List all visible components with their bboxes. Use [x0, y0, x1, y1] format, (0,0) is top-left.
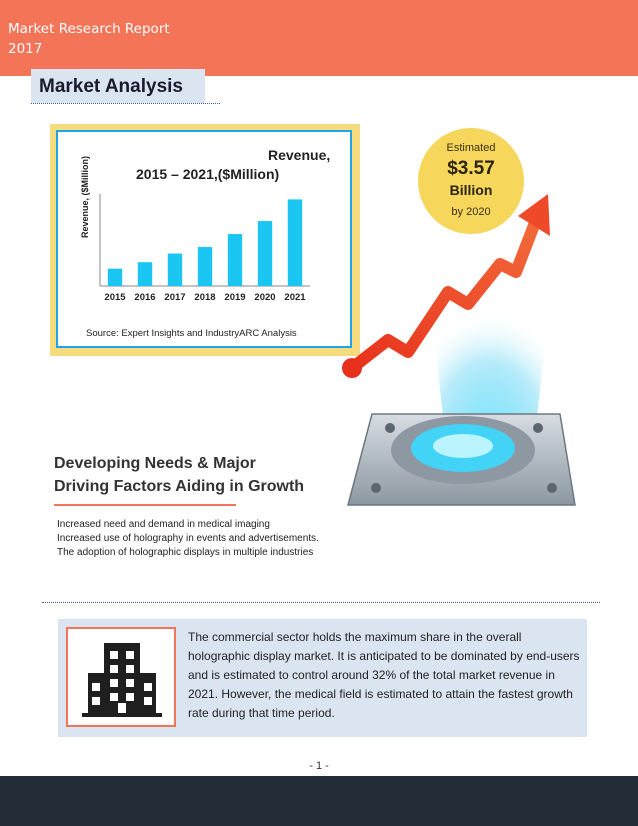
badge-amount: $3.57	[447, 158, 495, 179]
section-title: Market Analysis	[39, 76, 183, 97]
building-icon-frame	[66, 627, 176, 727]
chart-bar	[138, 262, 152, 286]
chart-x-tick-label: 2016	[134, 292, 156, 303]
heading-underline	[54, 504, 236, 506]
chart-bar	[198, 247, 212, 286]
growth-factors-heading-line1: Developing Needs & Major	[54, 455, 256, 472]
revenue-chart	[56, 130, 352, 348]
estimate-badge	[418, 128, 524, 234]
report-header	[0, 0, 638, 76]
chart-x-tick-label: 2021	[284, 292, 306, 303]
market-share-callout	[58, 619, 587, 737]
report-title-line1: Market Research Report	[8, 21, 170, 37]
chart-bar	[108, 269, 122, 286]
chart-bar	[228, 234, 242, 286]
building-icon	[68, 629, 174, 725]
growth-factor-item: The adoption of holographic displays in multiple industries	[57, 547, 314, 558]
growth-factor-item: Increased use of holography in events and advertisements.	[57, 533, 319, 544]
page-footer	[0, 776, 638, 826]
market-share-text: The commercial sector holds the maximum share in the overall holographic display market. It is anticipated to be dominated by end-users and is estimated to control around 32% of the total market revenue in 2021. However, the medical field is estimated to attain the fastest growth rate during that time period.	[188, 630, 580, 720]
chart-x-tick-label: 2020	[254, 292, 276, 303]
chart-title-line1: Revenue,	[268, 147, 331, 163]
section-divider	[31, 103, 220, 104]
hologram-projector-icon	[348, 414, 575, 505]
growth-factors-heading	[54, 452, 344, 498]
chart-bar	[168, 254, 182, 286]
report-year: 2017	[8, 41, 43, 57]
chart-x-tick-label: 2015	[104, 292, 126, 303]
chart-plot-area	[94, 190, 314, 314]
badge-estimated: Estimated	[446, 142, 496, 154]
badge-unit: Billion	[449, 182, 493, 198]
chart-x-tick-label: 2018	[194, 292, 216, 303]
chart-source: Source: Expert Insights and IndustryARC Analysis	[86, 328, 297, 339]
badge-year: by 2020	[451, 206, 491, 218]
section-heading	[31, 69, 205, 103]
chart-title-line2: 2015 – 2021,($Million)	[136, 166, 280, 182]
chart-bar	[258, 221, 272, 286]
chart-bar	[288, 199, 302, 286]
page-number: - 1 -	[309, 760, 329, 772]
growth-factors-heading-line2: Driving Factors Aiding in Growth	[54, 478, 305, 495]
chart-x-tick-label: 2019	[224, 292, 246, 303]
chart-x-tick-label: 2017	[164, 292, 186, 303]
content-divider	[42, 602, 600, 603]
chart-y-axis-label: Revenue, ($Million)	[80, 156, 90, 239]
report-title	[8, 19, 170, 59]
revenue-chart-card	[50, 124, 360, 356]
growth-factor-item: Increased need and demand in medical imaging	[57, 519, 270, 530]
